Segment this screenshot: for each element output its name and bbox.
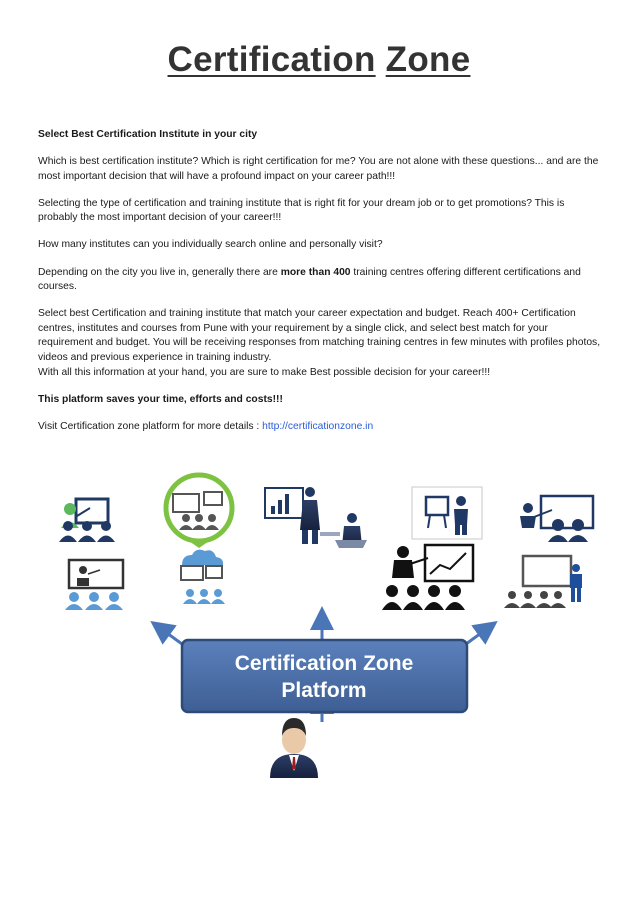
website-link[interactable]: http://certificationzone.in xyxy=(262,420,374,432)
p4-before: Depending on the city you live in, generally there are xyxy=(38,266,281,278)
audience-presentation-icon xyxy=(504,556,582,608)
platform-illustration xyxy=(0,470,638,790)
platform-box xyxy=(182,640,467,712)
cloud-class-icon xyxy=(181,550,225,604)
tagline: This platform saves your time, efforts and costs!!! xyxy=(38,393,283,405)
online-training-icon xyxy=(166,475,232,548)
paragraph-5 xyxy=(38,307,604,380)
visit-text: Visit Certification zone platform for more details : xyxy=(38,420,263,432)
p5-text: Select best Certification and training institute that match your career expectation and budget. Reach 400+ Certification centres, institutes and courses from Pune with your requirement by a single click, and select best match for your requirement and budget. You will be receiving responses from matching training centres in few minutes with profiles photos, videos and previous experience in training industry. xyxy=(38,308,601,364)
screen-class-icon xyxy=(65,560,123,610)
paragraph-4 xyxy=(38,266,604,295)
document-body xyxy=(38,128,604,447)
title-word-certification: Certification xyxy=(167,40,376,79)
presenter-icon xyxy=(59,499,115,542)
paragraph-2: Selecting the type of certification and training institute that is right fit for your dream job or to get promotions? This is probably the most important decision of your career!!! xyxy=(38,197,565,224)
p4-after: training centres offering different certifications and courses. xyxy=(38,266,581,293)
section-heading: Select Best Certification Institute in your city xyxy=(38,129,258,140)
page-title xyxy=(0,40,638,80)
user-icon xyxy=(270,718,318,778)
p4-highlight: more than 400 xyxy=(280,266,351,278)
platform-title: Certification Zone xyxy=(234,652,414,675)
p5-closing: With all this information at your hand, you are sure to make Best possible decision for your career!!! xyxy=(38,366,491,378)
trainer-board-icon xyxy=(412,487,482,539)
title-word-zone: Zone xyxy=(385,40,471,79)
office-meeting-icon xyxy=(265,487,367,548)
platform-subtitle: Platform xyxy=(281,679,367,702)
visit-line xyxy=(38,420,604,435)
paragraph-1: Which is best certification institute? Which is right certification for me? You are not alone with these questions... and are the most important decision that will have a profound impact on your career path!!! xyxy=(38,156,599,182)
teacher-class-icon xyxy=(520,496,593,542)
chart-presentation-icon xyxy=(382,545,473,610)
paragraph-3: How many institutes can you individually search online and personally visit? xyxy=(38,239,383,251)
